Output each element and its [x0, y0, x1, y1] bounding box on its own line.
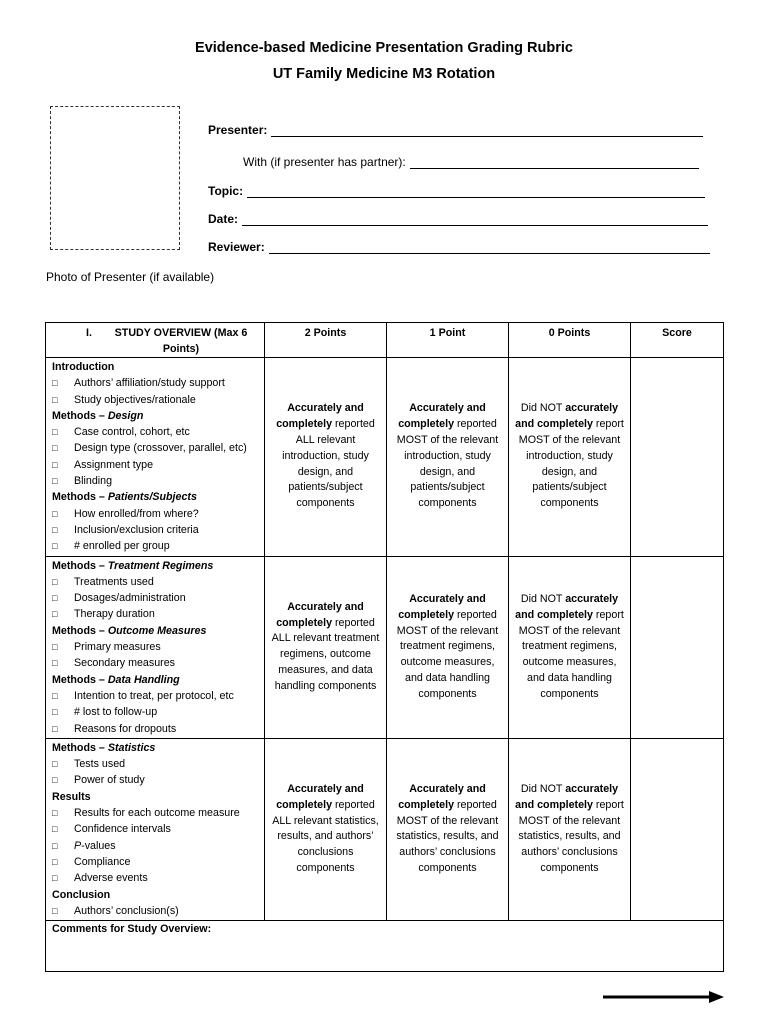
checkbox-icon[interactable]: □ — [52, 840, 58, 851]
criteria-heading: Methods – Design — [52, 409, 144, 422]
checklist-item — [52, 854, 260, 870]
criteria-heading: Methods – Data Handling — [52, 673, 180, 686]
checkbox-icon[interactable]: □ — [52, 524, 58, 535]
checklist-item — [52, 903, 260, 919]
checkbox-icon[interactable]: □ — [52, 593, 58, 604]
checklist-item — [52, 522, 260, 538]
score-cell[interactable] — [631, 556, 724, 738]
checkbox-icon[interactable]: □ — [52, 905, 58, 916]
checklist-item-label: Treatments used — [74, 575, 154, 588]
checkbox-icon[interactable]: □ — [52, 723, 58, 734]
document-subtitle: UT Family Medicine M3 Rotation — [272, 66, 496, 82]
one-point-cell: Accurately and completely reported MOST of the relevant treatment regimens, outcome measures, and data handling components — [387, 556, 509, 738]
criteria-cell — [46, 358, 265, 557]
checklist-item — [52, 805, 260, 821]
zero-points-cell: Did NOT accurately and completely report MOST of the relevant statistics, results, and authors’ conclusions components — [509, 738, 631, 920]
checklist-item-label: # lost to follow-up — [74, 706, 158, 719]
checkbox-icon[interactable]: □ — [52, 427, 58, 438]
checklist-item — [52, 590, 260, 606]
criteria-heading: Methods – Patients/Subjects — [52, 491, 197, 504]
checklist-item — [52, 606, 260, 622]
criteria-heading: Introduction — [52, 361, 115, 373]
score-cell[interactable] — [631, 358, 724, 557]
zero-points-cell: Did NOT accurately and completely report MOST of the relevant introduction, study design, and patients/subject components — [509, 358, 631, 557]
checklist-item — [52, 506, 260, 522]
checkbox-icon[interactable]: □ — [52, 508, 58, 519]
checklist-item — [52, 721, 260, 737]
checklist-item — [52, 473, 260, 489]
rubric-row — [46, 556, 724, 738]
checklist-item-label: Adverse events — [74, 872, 148, 885]
checkbox-icon[interactable]: □ — [52, 873, 58, 884]
comments-cell[interactable] — [46, 921, 724, 972]
presenter-photo-box[interactable] — [50, 106, 180, 250]
criteria-heading: Conclusion — [52, 888, 111, 901]
zero-points-cell: Did NOT accurately and completely report MOST of the relevant treatment regimens, outcome measures, and data handling components — [509, 556, 631, 738]
checklist-item-label: Secondary measures — [74, 657, 175, 670]
checklist-item — [52, 870, 260, 886]
score-cell[interactable] — [631, 738, 724, 920]
reviewer-field — [208, 240, 710, 254]
rubric-row — [46, 358, 724, 557]
criteria-heading: Methods – Outcome Measures — [52, 624, 207, 637]
checklist-item-label: Tests used — [74, 758, 126, 771]
checklist-item — [52, 655, 260, 671]
checklist-item — [52, 574, 260, 590]
checklist-item-label: Authors’ affiliation/study support — [74, 377, 225, 390]
rubric-table — [45, 322, 724, 972]
checklist-item — [52, 639, 260, 655]
criteria-heading: Methods – Statistics — [52, 741, 156, 754]
date-input-line[interactable] — [242, 213, 708, 226]
checklist-item — [52, 704, 260, 720]
date-label: Date: — [208, 212, 239, 226]
checklist-item-label: Dosages/administration — [74, 592, 186, 605]
topic-field — [208, 184, 705, 198]
checklist-item-label: Authors’ conclusion(s) — [74, 904, 179, 917]
checklist-item — [52, 756, 260, 772]
criteria-heading: Results — [52, 790, 91, 803]
checklist-item-label: Therapy duration — [74, 608, 155, 621]
checkbox-icon[interactable]: □ — [52, 658, 58, 669]
checkbox-icon[interactable]: □ — [52, 759, 58, 770]
checkbox-icon[interactable]: □ — [52, 856, 58, 867]
checklist-item-label: # enrolled per group — [74, 540, 170, 553]
checklist-item-label: Inclusion/exclusion criteria — [74, 523, 199, 536]
checklist-item-label: P-values — [74, 839, 116, 852]
checkbox-icon[interactable]: □ — [52, 459, 58, 470]
presenter-input-line[interactable] — [271, 124, 703, 137]
reviewer-label: Reviewer: — [208, 240, 265, 254]
checklist-item-label: How enrolled/from where? — [74, 507, 199, 520]
checklist-item-label: Compliance — [74, 855, 131, 868]
two-points-cell: Accurately and completely reported ALL relevant introduction, study design, and patients/subject components — [265, 358, 387, 557]
checklist-item-label: Primary measures — [74, 641, 161, 654]
checklist-item — [52, 821, 260, 837]
checkbox-icon[interactable]: □ — [52, 476, 58, 487]
checklist-item-label: Assignment type — [74, 458, 154, 471]
two-points-header: 2 Points — [265, 323, 387, 358]
two-points-cell: Accurately and completely reported ALL relevant statistics, results, and authors’ conclusions components — [265, 738, 387, 920]
section-number: I. — [86, 327, 92, 339]
partner-label: With (if presenter has partner): — [243, 155, 406, 169]
checklist-item — [52, 688, 260, 704]
section-header — [46, 323, 265, 358]
checklist-item — [52, 838, 260, 854]
zero-points-header: 0 Points — [509, 323, 631, 358]
checklist-item — [52, 375, 260, 391]
checklist-item-label: Intention to treat, per protocol, etc — [74, 689, 234, 702]
checkbox-icon[interactable]: □ — [52, 378, 58, 389]
checklist-item-label: Confidence intervals — [74, 823, 171, 836]
checklist-item — [52, 457, 260, 473]
comments-row — [46, 921, 724, 972]
presenter-field — [208, 123, 703, 137]
checkbox-icon[interactable]: □ — [52, 394, 58, 405]
one-point-cell: Accurately and completely reported MOST of the relevant statistics, results, and authors’ conclusions components — [387, 738, 509, 920]
one-point-cell: Accurately and completely reported MOST of the relevant introduction, study design, and patients/subject components — [387, 358, 509, 557]
checkbox-icon[interactable]: □ — [52, 775, 58, 786]
checklist-item — [52, 424, 260, 440]
photo-caption: Photo of Presenter (if available) — [46, 270, 215, 284]
date-field — [208, 212, 708, 226]
right-arrow-icon[interactable] — [603, 990, 725, 1004]
partner-field — [243, 155, 699, 169]
checkbox-icon[interactable]: □ — [52, 541, 58, 552]
checklist-item-label: Results for each outcome measure — [74, 807, 240, 820]
checklist-item-label: Study objectives/rationale — [74, 393, 196, 406]
checklist-item-label: Blinding — [74, 475, 113, 488]
criteria-heading: Methods – Treatment Regimens — [52, 559, 214, 572]
score-header: Score — [631, 323, 724, 358]
checklist-item — [52, 392, 260, 408]
presenter-label: Presenter: — [208, 123, 268, 137]
checkbox-icon[interactable]: □ — [52, 808, 58, 819]
document-title: Evidence-based Medicine Presentation Grading Rubric — [195, 40, 573, 56]
checklist-item — [52, 772, 260, 788]
comments-label: Comments for Study Overview: — [52, 923, 212, 936]
topic-input-line[interactable] — [247, 185, 705, 198]
criteria-cell — [46, 738, 265, 920]
checkbox-icon[interactable]: □ — [52, 824, 58, 835]
one-point-header: 1 Point — [387, 323, 509, 358]
checklist-item-label: Design type (crossover, parallel, etc) — [74, 442, 247, 455]
section-title: STUDY OVERVIEW (Max 6 Points) — [114, 327, 248, 355]
checkbox-icon[interactable]: □ — [52, 576, 58, 587]
rubric-row — [46, 738, 724, 920]
checklist-item — [52, 538, 260, 554]
criteria-cell — [46, 556, 265, 738]
checklist-item-label: Case control, cohort, etc — [74, 426, 190, 439]
checklist-item-label: Reasons for dropouts — [74, 722, 177, 735]
reviewer-input-line[interactable] — [269, 241, 710, 254]
checkbox-icon[interactable]: □ — [52, 443, 58, 454]
rubric-header-row — [46, 323, 724, 358]
checklist-item-label: Power of study — [74, 774, 145, 787]
checklist-item — [52, 440, 260, 456]
topic-label: Topic: — [208, 184, 244, 198]
checkbox-icon[interactable]: □ — [52, 609, 58, 620]
checkbox-icon[interactable]: □ — [52, 642, 58, 653]
checkbox-icon[interactable]: □ — [52, 690, 58, 701]
checkbox-icon[interactable]: □ — [52, 707, 58, 718]
two-points-cell: Accurately and completely reported ALL relevant treatment regimens, outcome measures, and data handling components — [265, 556, 387, 738]
partner-input-line[interactable] — [410, 156, 699, 169]
